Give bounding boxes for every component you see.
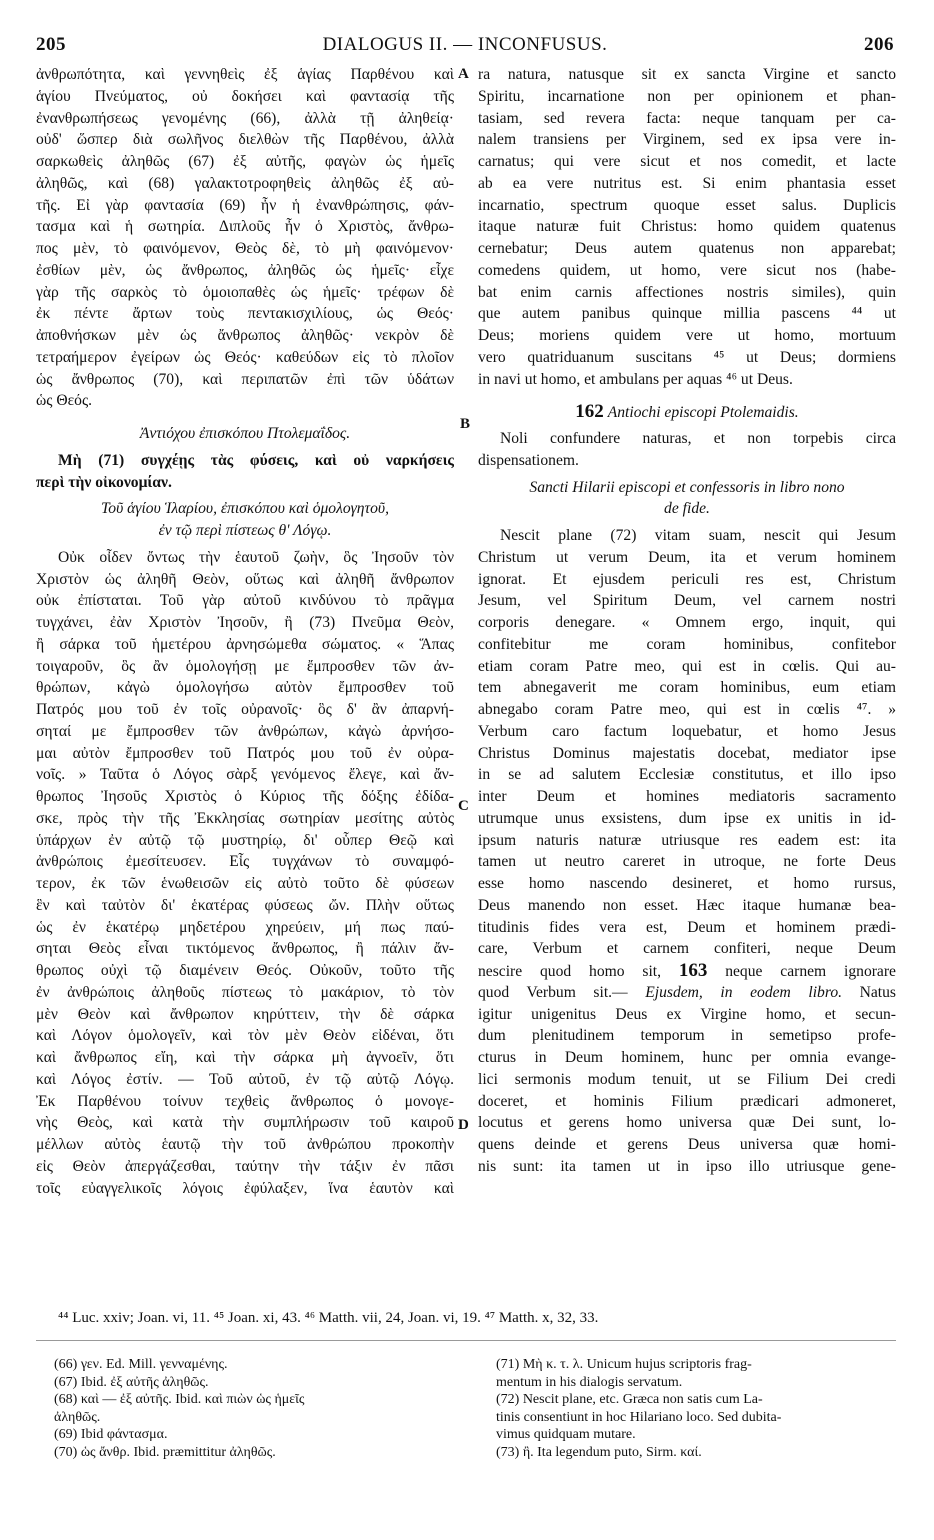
greek-text-line: μέλλων αὐτὸς ἑαυτῷ τὴν τοῦ ἀνθρώπου προκοπὴν — [36, 1136, 454, 1153]
greek-text-line: σηται Θεὸς εἶναι τικτόμενος ἄνθρωπος, ἢ πάλιν ἄν- — [36, 940, 454, 958]
latin-text-line: tem abnegaverit me coram hominibus, eum etiam — [478, 679, 896, 697]
greek-text-line: τερον, ἐκ τῶν ἑνωθεισῶν εἰς αὐτὸ τοῦτο δὲ φύσεων — [36, 875, 454, 892]
latin-text-line: lici sermonis modum tenuit, ut se Filium Dei credi — [478, 1070, 896, 1088]
latin-heading-inline: Ejusdem, in eodem libro. — [645, 983, 843, 1001]
latin-text-line: utrumque unus exsistens, dum ipse ex unitis in id- — [478, 809, 896, 827]
margin-letter-b: B — [460, 416, 471, 432]
section-heading: Τοῦ ἁγίου Ἱλαρίου, ἐπισκόπου καὶ ὁμολογητοῦ, — [101, 500, 389, 518]
latin-text-line: in navi ut homo, et ambulans per aquas ⁴⁶ ut Deus. — [478, 370, 793, 388]
footnote-line: (67) Ibid. ἐξ αὐτῆς ἀληθῶς. — [54, 1374, 209, 1390]
footnote-line: (72) Nescit plane, etc. Græca non satis cum La- — [496, 1392, 763, 1407]
section-heading: Sancti Hilarii episcopi et confessoris in libro nono — [529, 478, 845, 496]
greek-text-line: οὐδ' ὥσπερ διὰ σωλῆνος διελθὼν τῆς Παρθένου, ἀλλὰ — [36, 131, 454, 149]
greek-text-line: ἐκ πέντε ἄρτων τοὺς πεντακισχιλίους, ὡς Θεός· — [36, 305, 454, 323]
greek-text-line: καὶ ἄνθρωπος εἴη, καὶ τὴν σάρκα μὴ ἀγνοεῖν, ὅτι — [36, 1049, 454, 1066]
footnote-line: (70) ὡς ἄνθρ. Ibid. præmittitur ἀληθῶς. — [54, 1444, 276, 1460]
greek-text-line: Μὴ (71) συγχέῃς τὰς φύσεις, καὶ οὐ ναρκήσεις — [58, 451, 454, 469]
latin-text-line: quens deinde et gerens Deus universa quæ homi- — [478, 1136, 896, 1153]
latin-text-line: ignorat. Et ejusdem periculi res est, Christum — [478, 570, 896, 588]
latin-text-line: titudinis fides vera est, Deum et hominem prædi- — [478, 918, 896, 936]
latin-text-line: abnegabo coram Patre meo, qui est in cœlis ⁴⁷. » — [478, 701, 896, 718]
greek-text-line: Οὐκ οἶδεν ὄντως τὴν ἑαυτοῦ ζωὴν, ὃς Ἰησοῦν τὸν — [58, 548, 454, 566]
latin-text-line — [478, 982, 896, 1004]
footnote-line: (71) Μὴ κ. τ. λ. Unicum hujus scriptoris frag- — [496, 1357, 752, 1372]
footnote-line: vimus quidquam mutare. — [496, 1427, 636, 1442]
footnote-line: mentum in his dialogis servatum. — [496, 1374, 683, 1390]
latin-text-line: ipsum naturis naturæ utriusque res eadem est: ita — [478, 831, 896, 849]
latin-text-line: que autem panibus quinque millia pascens ⁴⁴ ut — [478, 305, 896, 323]
latin-text-line: comedens quidem, ut homo, vere sicut nos (habe- — [478, 261, 896, 279]
latin-text: Natus — [859, 983, 896, 1001]
latin-text-line: Christum ut verum Deum, ita et verum hominem — [478, 548, 896, 566]
latin-text-line: dispensationem. — [478, 451, 579, 469]
footnote-line: tinis consentiunt in hoc Hilariano loco. Sed dubita- — [496, 1409, 782, 1425]
footnote-line: ἀληθῶς. — [54, 1409, 101, 1425]
margin-letter-c: C — [458, 798, 469, 814]
section-heading-text: Antiochi episcopi Ptolemaidis. — [607, 404, 799, 422]
greek-text-line: μαι αὐτὸν ἔμπροσθεν τοῦ Πατρός μου τοῦ ἐν οὐρα- — [36, 744, 454, 762]
section-heading: ἐν τῷ περὶ πίστεως θ' Λόγῳ. — [158, 522, 332, 539]
latin-text-line: in se ad salutem Ecclesiæ constitutus, et illo ipso — [478, 766, 896, 784]
greek-text-line: νοῖς. » Ταῦτα ὁ Λόγος σὰρξ γενόμενος ἔλεγε, καὶ ἄν- — [36, 766, 454, 784]
latin-text-line: esse homo nascendo desineret, et homo rursus, — [478, 875, 896, 892]
latin-text-line: Verbum caro factum loquebatur, et homo Jesus — [478, 722, 896, 740]
latin-text-line: bat enim carnis affectiones nostris similes), quin — [478, 283, 896, 301]
greek-text-line: ὡς ἄνθρωπος (70), καὶ περιπατῶν ἐπὶ τῶν ὑδάτων — [36, 370, 454, 388]
section-heading — [478, 401, 896, 423]
greek-column — [36, 64, 454, 1199]
footnote-line: (68) καὶ — ἐξ αὐτῆς. Ibid. καὶ πιὼν ὡς ἡμεῖς — [54, 1392, 305, 1407]
latin-text-line: itaque naturæ fuit Christus: homo quidem quatenus — [478, 218, 896, 236]
greek-text-line: τοιγαροῦν, ὃς ἂν ὁμολογήσῃ με ἔμπροσθεν τῶν ἀν- — [36, 657, 454, 675]
greek-text-line: τοῖς εὐαγγελικοῖς λόγοις ἐφύλαξεν, ἵνα ἑαυτὸν καὶ — [36, 1179, 454, 1197]
page-number-left: 205 — [36, 34, 66, 55]
latin-text-line: igitur unigenitus Deus ex Virgine homo, et secun- — [478, 1005, 896, 1023]
greek-text-line: περὶ τὴν οἰκονομίαν. — [36, 473, 172, 491]
latin-text-line: cturus in Deum hominem, hunc per omnia evange- — [478, 1049, 896, 1066]
latin-text-line: care, Verbum et carnem confiteri, neque Deum — [478, 940, 896, 958]
section-number: 162 — [575, 401, 604, 423]
latin-text-line: Noli confundere naturas, et non torpebis circa — [500, 430, 896, 447]
latin-text-line: carnatus; qui vere sicut et nos comedit, et lacte — [478, 153, 896, 170]
greek-text-line: τετραήμερον ἐγείρων ὡς Θεός· καθεύδων εἰς τὸ πλοῖον — [36, 348, 454, 366]
latin-text-line: inter Deum et homines mediatoris sacramento — [478, 788, 896, 805]
greek-text-line: ἁγίου Πνεύματος, οὐ δοκήσει καὶ φαντασίᾳ τῆς — [36, 87, 454, 105]
greek-text-line: ἀληθῶς, καὶ (68) γαλακτοτροφηθεὶς ἀληθῶς ἐξ αὐ- — [36, 174, 454, 192]
footnote-line: (73) ἢ. Ita legendum puto, Sirm. καί. — [496, 1444, 702, 1460]
greek-text-line: ὡς Θεός. — [36, 392, 93, 410]
latin-text-line: ab ea vere nutritus est. Si enim phantasia esset — [478, 174, 896, 192]
latin-text-line: Spiritu, incarnatione non per opinionem et phan- — [478, 87, 896, 105]
latin-text-line: tasiam, sed revera facta: neque tanquam per ca- — [478, 109, 896, 127]
footnote-line: (66) γεν. Ed. Mill. γενναμένης. — [54, 1357, 228, 1372]
latin-text-line: Nescit plane (72) vitam suam, nescit qui Jesum — [500, 527, 896, 544]
latin-text-line: Christus Dominus majestatis docebat, mediator ipse — [478, 744, 896, 762]
greek-text-line: νὴς Θεὸς, καὶ κατὰ τὴν συμπλήρωσιν τοῦ καιροῦ — [36, 1114, 454, 1132]
latin-text-line: vero quatriduanum suscitans ⁴⁵ ut Deus; dormiens — [478, 348, 896, 366]
latin-text: quod Verbum sit.— — [478, 983, 628, 1001]
greek-text-line: ἀποθνήσκων μὲν ὡς ἄνθρωπος ἀληθῶς· νεκρὸν δὲ — [36, 327, 454, 344]
page-title: DIALOGUS II. — INCONFUSUS. — [322, 34, 608, 55]
latin-text-line: ra natura, natusque sit ex sancta Virgine et sancto — [478, 66, 896, 83]
spacer — [478, 390, 896, 401]
greek-text-line: τῆς. Εἰ γὰρ φαντασία (69) ἦν ἡ ἐνανθρώπησις, φάν- — [36, 196, 454, 214]
latin-text-line: Deus; moriens quidem vere ut homo, mortuum — [478, 327, 896, 344]
greek-text-line: ὡς ἐν ἑκατέρῳ μηδετέρου χηρεύειν, μή πως παύ- — [36, 918, 454, 936]
greek-text-line: σηταί με ἔμπροσθεν τῶν ἀνθρώπων, κἀγὼ ἀρνήσο- — [36, 722, 454, 740]
latin-column — [478, 64, 896, 1178]
latin-text-line: etiam coram Patre meo, qui est in cœlis. Qui au- — [478, 657, 896, 675]
spacer — [36, 412, 454, 423]
margin-letter-d: D — [458, 1117, 469, 1133]
latin-text: neque carnem ignorare — [725, 963, 896, 980]
greek-text-line: γὰρ τῆς σαρκὸς τὸ ὁμοιοπαθὲς ὡς ἡμεῖς· τρέφων δὲ — [36, 283, 454, 301]
greek-text-line: τυγχάνει, ἐὰν Χριστὸν Ἰησοῦν, ἢ (73) Πνεῦμα Θεὸν, — [36, 614, 454, 631]
section-number: 163 — [678, 960, 708, 981]
greek-text-line: Ἐκ Παρθένου τοίνυν τεχθεὶς ἄνθρωπος ὁ μονογε- — [36, 1092, 454, 1110]
greek-text-line: καὶ Λόγον ὁμολογεῖν, καὶ τὸν μὲν Θεὸν εἰδέναι, ὅτι — [36, 1027, 454, 1045]
margin-letter-a: A — [458, 66, 469, 82]
greek-text-line: Πατρός μου τοῦ ἐν τοῖς οὐρανοῖς· ὃς δ' ἂν ἀπαρνή- — [36, 701, 454, 718]
greek-text-line: θρωπος Ἰησοῦς Χριστὸς ὁ Κύριος τῆς δόξης ἐδίδα- — [36, 788, 454, 805]
latin-text-line: Jesum, vel Spiritum Deum, vel carnem nostri — [478, 592, 896, 610]
greek-text-line: εἰς Θεὸν ἀπεργάζεσθαι, ταύτην τὴν τάξιν ἐν πᾶσι — [36, 1157, 454, 1175]
footnote-rule — [36, 1340, 896, 1341]
latin-text-line: cernebatur; Deus autem quatenus non apparebat; — [478, 240, 896, 257]
greek-text-line: Χριστὸν ὡς ἀληθῆ Θεὸν, οὕτως καὶ ἀληθῆ ἄνθρωπον — [36, 570, 454, 588]
section-heading: Ἀντιόχου ἐπισκόπου Πτολεμαΐδος. — [139, 425, 351, 442]
latin-text-line: dum plenitudinem temporum in semetipso profe- — [478, 1027, 896, 1045]
footnote-line: (69) Ibid φάντασμα. — [54, 1427, 168, 1442]
greek-text-line: ὑπάρχων ἐν αὐτῷ τῷ μυστηρίῳ, δι' οὗπερ Θεῷ καὶ — [36, 831, 454, 849]
latin-text: nescire quod homo sit, — [478, 963, 662, 980]
latin-text-line: nis sunt: ita tamen ut in ipso illo utriusque gene- — [478, 1157, 896, 1175]
latin-text-line: doceret, et hominis Filium prædicari admoneret, — [478, 1092, 896, 1110]
footnotes-left — [54, 1356, 454, 1461]
latin-text-line: confitebitur me coram hominibus, confitebor — [478, 635, 896, 653]
section-heading: de fide. — [664, 500, 710, 518]
greek-text-line: οὐκ ἐπίσταται. Τοῦ γὰρ αὐτοῦ κινδύνου τὸ πρᾶγμα — [36, 592, 454, 610]
greek-text-line: πος μὲν, τὸ φαινόμενον, Θεὸς δὲ, τὸ μὴ φαινόμενον· — [36, 240, 454, 257]
scripture-references: ⁴⁴ Luc. xxiv; Joan. vi, 11. ⁴⁵ Joan. xi, 43. ⁴⁶ Matth. vii, 24, Joan. vi, 19. ⁴⁷ Matth. x, 32, 33. — [58, 1310, 599, 1326]
latin-text-line — [478, 960, 896, 982]
greek-text-line: τασμα καὶ ἡ σωτηρία. Διπλοῦς ἦν ὁ Χριστὸς, ἄνθρω- — [36, 218, 454, 236]
greek-text-line: ἢ σάρκα τοῦ ἡμετέρου ἀρνησώμεθα σώματος. « Ἅπας — [36, 635, 454, 653]
greek-text-line: ἓν καὶ ταὐτὸν δι' ἑκατέρας φύσεως ὤν. Πλὴν οὕτως — [36, 896, 454, 914]
latin-text-line: corporis denegare. « Omnem ergo, inquit, qui — [478, 614, 896, 631]
greek-text-line: σκε, πρὸς τὴν τῆς Ἐκκλησίας σωτηρίαν μεσίτης αὐτὸς — [36, 809, 454, 827]
greek-text-line: ἀνθρώποις ἐμεσίτευσεν. Εἷς τυγχάνων τὸ συναμφό- — [36, 853, 454, 871]
greek-text-line: ἀνθρωπότητα, καὶ γεννηθεὶς ἐξ ἁγίας Παρθένου καὶ — [36, 66, 454, 83]
footnotes-right — [496, 1356, 896, 1461]
running-head — [36, 34, 894, 60]
greek-text-line: θρωπος οὐχὶ τῷ διαμένειν Θεός. Οὐκοῦν, τοῦτο τῆς — [36, 962, 454, 979]
greek-text-line: ἐνανθρωπήσεως γενομένης (66), ἀλλὰ τῇ ἀληθείᾳ· — [36, 109, 454, 127]
latin-text-line: tamen ut neutro careret in utroque, ne forte Deus — [478, 853, 896, 871]
greek-text-line: ἐσθίων μὲν, ὡς ἄνθρωπος, ἀληθῶς ὡς ἡμεῖς· εἶχε — [36, 261, 454, 279]
page-number-right: 206 — [864, 34, 894, 55]
latin-text-line: incarnatio, spectrum quoque esset salus. Duplicis — [478, 196, 896, 214]
greek-text-line: ἐν ἀνθρώποις ἀληθοῦς πίστεως τὸ μακάριον, τὸ τὸν — [36, 983, 454, 1001]
greek-text-line: θρώπων, κἀγὼ ὁμολογήσω αὐτὸν ἔμπροσθεν τοῦ — [36, 679, 454, 697]
greek-text-line: σαρκωθεὶς ἀληθῶς (67) ἐξ αὐτῆς, φαγὼν ὡς ἡμεῖς — [36, 153, 454, 170]
latin-text-line: Deus manendo non esset. Hæc itaque humanæ bea- — [478, 896, 896, 914]
greek-text-line: καὶ Λόγος ἐστίν. — Τοῦ αὐτοῦ, ἐν τῷ αὐτῷ Λόγῳ. — [36, 1070, 454, 1088]
latin-text-line: locutus et gerens homo universa quæ Dei sunt, lo- — [478, 1114, 896, 1132]
greek-text-line: μὲν Θεὸν καὶ ἄνθρωπον κηρύττειν, τὴν δὲ σάρκα — [36, 1005, 454, 1023]
latin-text-line: nalem transiens per Virginem, sed ex ipsa vere in- — [478, 131, 896, 149]
